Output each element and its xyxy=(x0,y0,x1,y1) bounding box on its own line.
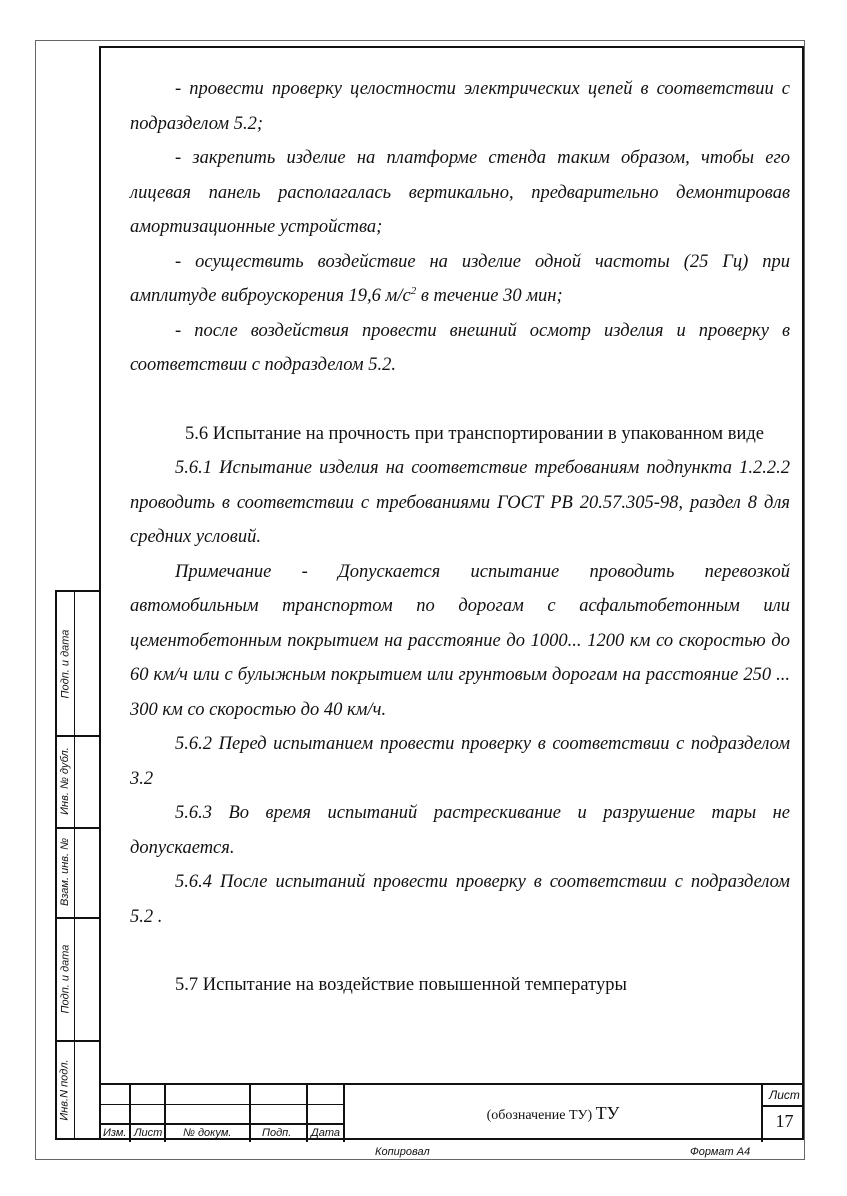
tb-divider xyxy=(99,1104,344,1105)
paragraph-5-6-1: 5.6.1 Испытание изделия на соответствие требованиям подпункта 1.2.2.2 проводить в соответствии с требованиями ГОСТ РВ 20.57.305-98, раздел 8 для средних условий. xyxy=(130,458,790,547)
label-vzam-inv: Взам. инв. № xyxy=(59,837,72,907)
vibration-exponent: 2 xyxy=(410,284,417,297)
tb-divider xyxy=(306,1085,308,1142)
label-inv-podl: Инв.N подл. xyxy=(59,1059,72,1121)
sheet-label: Лист xyxy=(769,1088,800,1102)
tb-divider xyxy=(762,1105,804,1107)
document-body xyxy=(130,72,790,1003)
document-designation xyxy=(345,1103,761,1124)
tb-divider xyxy=(129,1085,131,1142)
section-heading-5-7: 5.7 Испытание на воздействие повышенной температуры xyxy=(175,975,627,995)
vibration-duration: в течение 30 мин; xyxy=(416,286,563,306)
spacer xyxy=(130,383,790,417)
title-block xyxy=(99,1083,804,1140)
label-inv-dubl: Инв. № дубл. xyxy=(59,747,71,815)
paragraph-check-circuits: - провести проверку целостности электрических цепей в соответствии с подразделом 5.2; xyxy=(130,79,790,134)
paragraph-inspection: - после воздействия провести внешний осмотр изделия и проверку в соответствии с подразделом 5.2. xyxy=(130,320,790,375)
paragraph-vibration xyxy=(130,245,790,314)
designation-big: ТУ xyxy=(595,1103,620,1123)
designation-small: (обозначение ТУ) xyxy=(486,1108,593,1123)
tb-divider xyxy=(761,1085,763,1142)
label-podp-data-2: Подп. и дата xyxy=(59,944,71,1013)
col-izm: Изм. xyxy=(103,1127,127,1139)
vibration-text: - осуществить воздействие на изделие одной частоты (25 Гц) при амплитуде виброускорения 19,6 м/с xyxy=(130,251,790,306)
label-podp-data-1: Подп. и дата xyxy=(59,629,71,698)
note-paragraph: Примечание - Допускается испытание проводить перевозкой автомобильным транспортом по дорогам с асфальтобетонным или цементобетонным покрытием на расстояние до 1000... 1200 км со скоростью до 60 км/ч или с булыжным покрытием или грунтовым дорогам на расстояние 250 ... 300 км со скоростью до 40 км/ч. xyxy=(130,561,790,720)
side-signature-strip xyxy=(55,590,99,1140)
section-heading-5-6: 5.6 Испытание на прочность при транспортировании в упакованном виде xyxy=(185,423,764,444)
paragraph-5-6-3: 5.6.3 Во время испытаний растрескивание и разрушение тары не допускается. xyxy=(130,803,790,858)
sheet-number: 17 xyxy=(775,1111,794,1131)
col-list: Лист xyxy=(134,1127,163,1139)
col-docum: № докум. xyxy=(183,1127,232,1139)
paragraph-fix-product: - закрепить изделие на платформе стенда таким образом, чтобы его лицевая панель располагалась вертикально, предварительно демонтировав амортизационные устройства; xyxy=(130,148,790,237)
col-data: Дата xyxy=(311,1127,341,1139)
col-podp: Подп. xyxy=(262,1127,292,1139)
paragraph-5-6-4: 5.6.4 После испытаний провести проверку в соответствии с подразделом 5.2 . xyxy=(130,872,790,927)
copied-by-label: Копировал xyxy=(375,1146,430,1158)
tb-divider xyxy=(249,1085,251,1142)
tb-divider xyxy=(164,1085,166,1142)
format-label: Формат А4 xyxy=(690,1146,751,1158)
paragraph-5-6-2: 5.6.2 Перед испытанием провести проверку в соответствии с подразделом 3.2 xyxy=(130,734,790,789)
spacer xyxy=(130,934,790,968)
tb-divider xyxy=(99,1123,344,1125)
